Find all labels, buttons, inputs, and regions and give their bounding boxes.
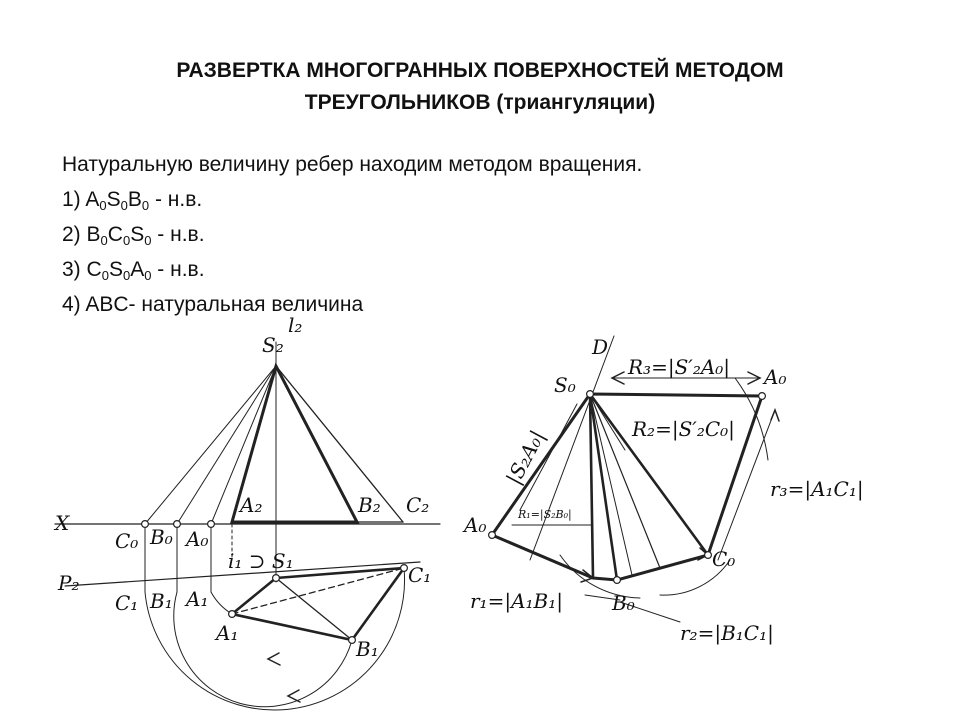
- label-a1: A₁: [216, 621, 239, 645]
- list-item: 3) $C_0S_0A_0 - н.в$.: [62, 258, 205, 283]
- radius-arc-r3: [735, 378, 768, 460]
- point-b1: [349, 637, 356, 644]
- label-r1-small-b: r₁=|A₁B₁|: [470, 589, 563, 613]
- point-s0: [587, 391, 594, 398]
- list-item: 4) ABC- натуральная величина: [62, 293, 364, 316]
- point-a1: [229, 611, 236, 618]
- label-b1: B₁: [356, 637, 379, 661]
- title-line-2: ТРЕУГОЛЬНИКОВ (триангуляции): [304, 91, 656, 114]
- point-b0-dev: [614, 577, 621, 584]
- label-r3-small: r₃=|A₁C₁|: [770, 477, 864, 501]
- label-a2: A₂: [240, 493, 263, 517]
- label-c0-left: C₀: [115, 529, 139, 553]
- label-b0-left: B₀: [150, 525, 173, 549]
- list-item: 2) $B_0C_0S_0 - н.в$.: [62, 223, 205, 248]
- label-r1-small: R₁=|S₂B₀|: [518, 508, 572, 521]
- title-line-1: РАЗВЕРТКА МНОГОГРАННЫХ ПОВЕРХНОСТЕЙ МЕТОДОМ: [176, 59, 784, 82]
- label-r2: R₂=|S′₂C₀|: [632, 417, 735, 441]
- top-view: [232, 568, 404, 640]
- point-c0-dev: [705, 552, 712, 559]
- label-s0: S₀: [554, 373, 576, 397]
- fold-edge-s0-b0: [590, 394, 593, 578]
- fold-edge-s0-b0-alt: [590, 394, 617, 580]
- point-c1: [401, 565, 408, 572]
- label-r3-top: R₃=|S′₂A₀|: [628, 355, 731, 379]
- label-a0-left: A₀: [186, 527, 209, 551]
- label-p2: P₂: [58, 571, 80, 595]
- arc-arrow: [268, 653, 280, 665]
- arrow: [771, 410, 779, 421]
- label-a1-left: A₁: [186, 587, 209, 611]
- point-b0: [174, 521, 181, 528]
- label-i1-s1: i₁ ⊃ S₁: [228, 549, 294, 573]
- label-a0-left-dev: A₀: [464, 513, 487, 537]
- label-s2: S₂: [262, 333, 284, 357]
- label-b0-dev: B₀: [612, 591, 635, 615]
- rotation-arc-a: [211, 592, 232, 614]
- label-a0-top: A₀: [764, 365, 787, 389]
- label-c0-dev: C₀: [712, 547, 736, 571]
- label-s2a0: |S₂A₀|: [501, 426, 550, 489]
- label-c2: C₂: [406, 493, 430, 517]
- label-x: X: [55, 511, 70, 535]
- point-s1: [273, 575, 280, 582]
- point-a0-dev: [759, 393, 766, 400]
- point-a0: [208, 521, 215, 528]
- label-c1: C₁: [408, 563, 432, 587]
- label-c1-left: C₁: [115, 591, 139, 615]
- point-a0-dev-left: [489, 532, 496, 539]
- intro-line: Натуральную величину ребер находим методом вращения.: [62, 153, 643, 176]
- label-b1-left: B₁: [150, 589, 173, 613]
- label-l2: l₂: [288, 313, 303, 337]
- point-c0: [142, 521, 149, 528]
- label-b2: B₂: [358, 493, 381, 517]
- label-d: D: [592, 335, 609, 359]
- edge-s2-c2: [276, 366, 403, 522]
- list-item: 1) $A_0S_0B_0 - н.в$.: [62, 188, 203, 213]
- label-r2-small: r₂=|B₁C₁|: [680, 621, 774, 645]
